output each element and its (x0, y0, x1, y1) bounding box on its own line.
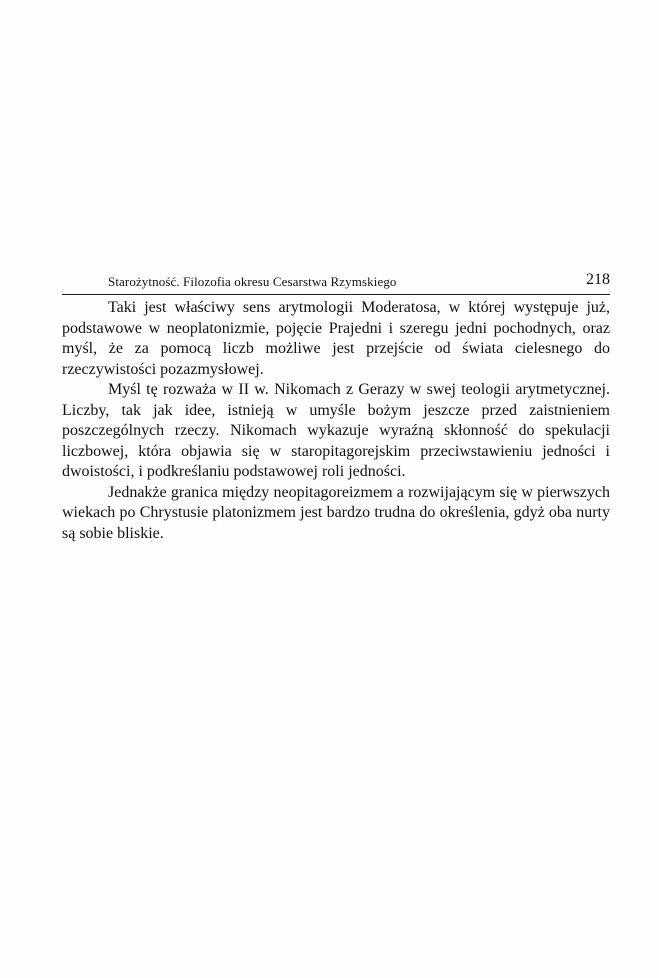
header-rule (62, 294, 610, 295)
running-head: Starożytność. Filozofia okresu Cesarstwa Rzymskiego (108, 274, 397, 289)
paragraph: Myśl tę rozważa w II w. Nikomach z Gerazy w swej teologii arytmetycznej. Liczby, tak jak idee, istnieją w umyśle bożym jeszcze przed zaistnieniem poszczególnych rzeczy. Nikomach wykazuje wyraźną skłonność do spekulacji liczbowej, która objawia się w staropitagorejskim przeciwstawieniu jedności i dwoistości, i podkreślaniu podstawowej roli jedności. (62, 381, 610, 480)
page-number: 218 (586, 271, 610, 288)
paragraph: Jednakże granica między neopitagoreizmem a rozwijającym się w pierwszych wiekach po Chrystusie platonizmem jest bardzo trudna do określenia, gdyż oba nurty są sobie bliskie. (62, 483, 610, 542)
paragraph: Taki jest właściwy sens arytmologii Moderatosa, w której występuje już, podstawowe w neoplatonizmie, pojęcie Prajedni i szeregu jedni pochodnych, oraz myśl, że za pomocą liczb możliwe jest przejście od świata cielesnego do rzeczywistości pozazmysłowej. (62, 299, 610, 378)
page-header (62, 270, 610, 294)
body-text (62, 298, 610, 544)
